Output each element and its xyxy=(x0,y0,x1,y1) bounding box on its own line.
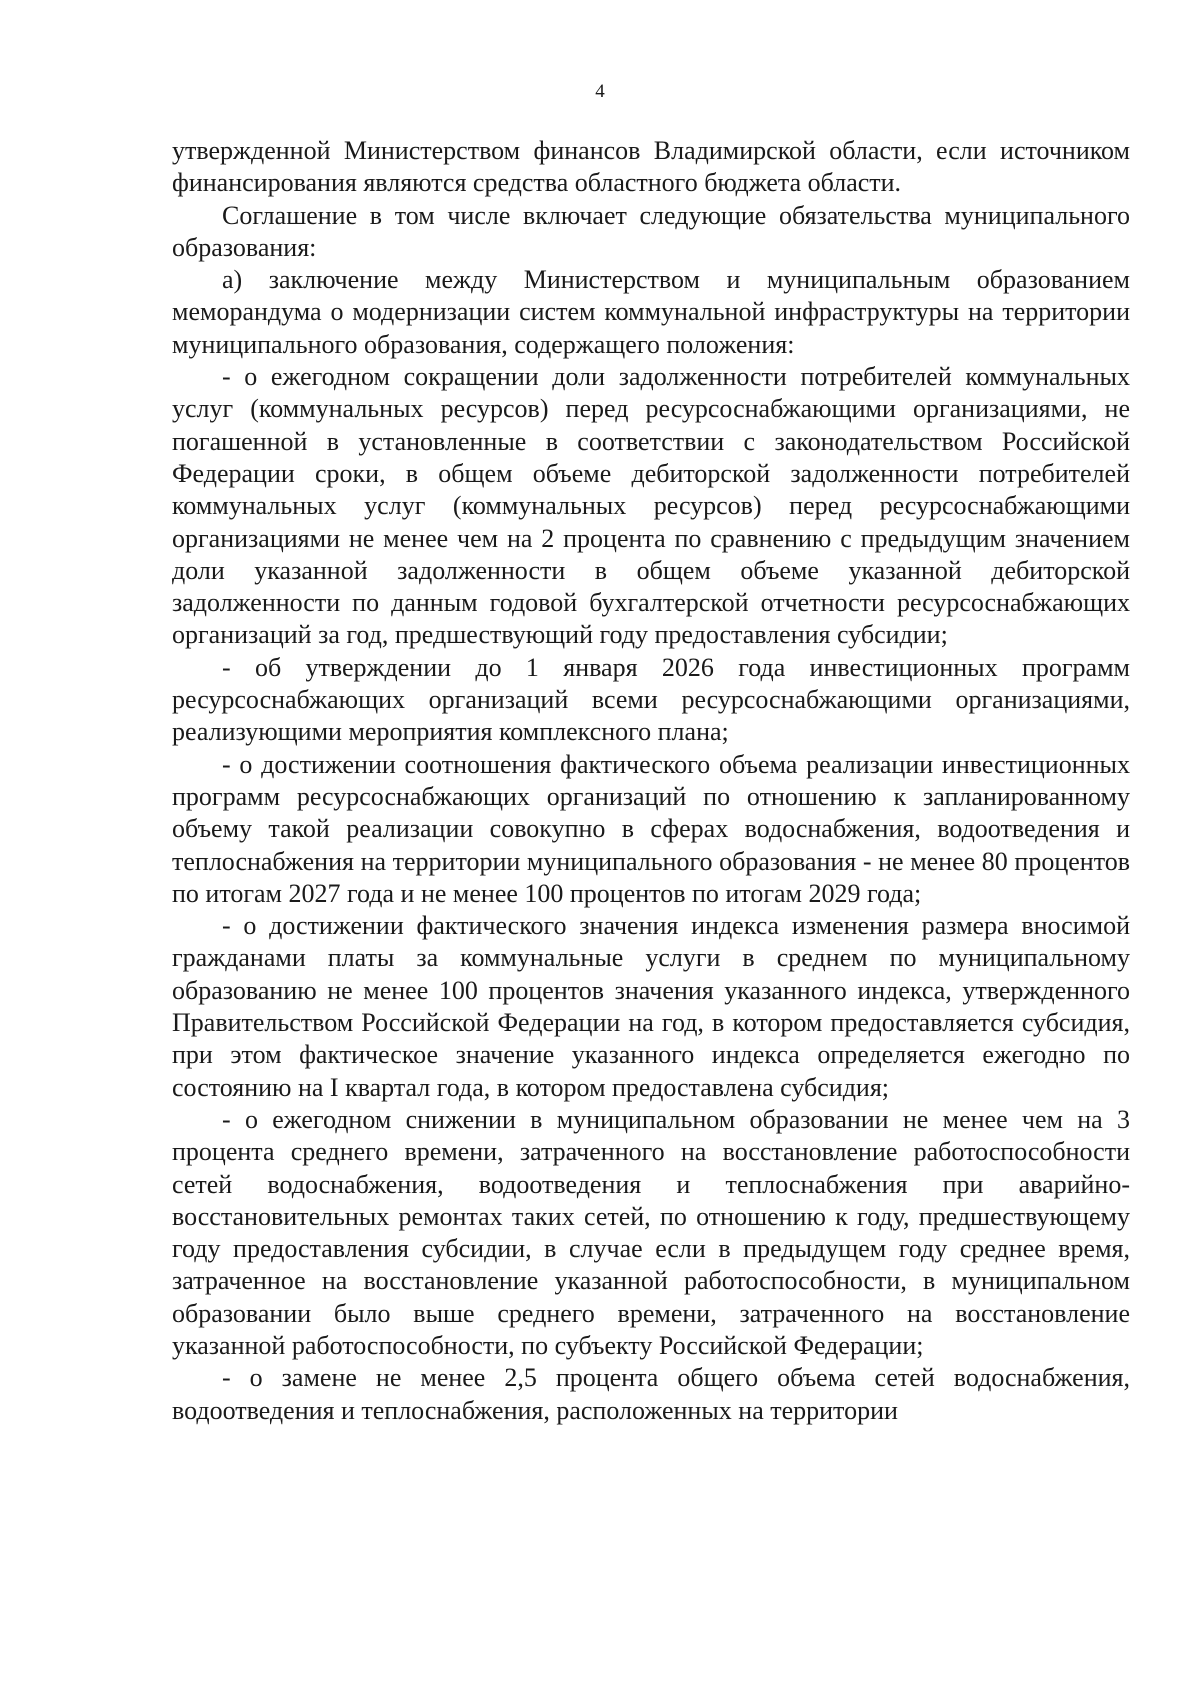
paragraph-debt-reduction: - о ежегодном сокращении доли задолженности потребителей коммунальных услуг (коммунальных ресурсов) перед ресурсоснабжающими организациями, не погашенной в установленные в соответствии с законодательством Российской Федерации сроки, в общем объеме дебиторской задолженности потребителей коммунальных услуг (коммунальных ресурсов) перед ресурсоснабжающими организациями не менее чем на 2 процента по сравнению с предыдущим значением доли указанной задолженности в общем объеме указанной дебиторской задолженности по данным годовой бухгалтерской отчетности ресурсоснабжающих организаций за год, предшествующий году предоставления субсидии; xyxy=(172,362,1130,650)
paragraph-investment-programs-approval: - об утверждении до 1 января 2026 года инвестиционных программ ресурсоснабжающих организаций всеми ресурсоснабжающими организациями, реализующими мероприятия комплексного плана; xyxy=(172,652,1130,747)
paragraph-agreement-obligations: Соглашение в том числе включает следующие обязательства муниципального образования: xyxy=(172,200,1130,262)
paragraph-restoration-time: - о ежегодном снижении в муниципальном образовании не менее чем на 3 процента среднего времени, затраченного на восстановление работоспособности сетей водоснабжения, водоотведения и теплоснабжения при аварийно-восстановительных ремонтах таких сетей, по отношению к году, предшествующему году предоставления субсидии, в случае если в предыдущем году среднее время, затраченное на восстановление указанной работоспособности, в муниципальном образовании было выше среднего времени, затраченного на восстановление указанной работоспособности, по субъекту Российской Федерации; xyxy=(172,1104,1130,1360)
paragraph-investment-programs-ratio: - о достижении соотношения фактического объема реализации инвестиционных программ ресурсоснабжающих организаций по отношению к запланированному объему такой реализации совокупно в сферах водоснабжения, водоотведения и теплоснабжения на территории муниципального образования - не менее 80 процентов по итогам 2027 года и не менее 100 процентов по итогам 2029 года; xyxy=(172,749,1130,908)
document-body xyxy=(172,135,1130,1427)
paragraph-network-replacement: - о замене не менее 2,5 процента общего объема сетей водоснабжения, водоотведения и теплоснабжения, расположенных на территории xyxy=(172,1363,1130,1425)
paragraph-utility-fee-index: - о достижении фактического значения индекса изменения размера вносимой гражданами платы за коммунальные услуги в среднем по муниципальному образованию не менее 100 процентов значения указанного индекса, утвержденного Правительством Российской Федерации на год, в котором предоставляется субсидия, при этом фактическое значение указанного индекса определяется ежегодно по состоянию на I квартал года, в котором предоставлена субсидия; xyxy=(172,911,1130,1102)
paragraph-item-a-memorandum: а) заключение между Министерством и муниципальным образованием меморандума о модернизации систем коммунальной инфраструктуры на территории муниципального образования, содержащего положения: xyxy=(172,265,1130,359)
page-number: 4 xyxy=(595,81,605,102)
paragraph-continuation: утвержденной Министерством финансов Владимирской области, если источником финансирования являются средства областного бюджета области. xyxy=(172,136,1130,198)
